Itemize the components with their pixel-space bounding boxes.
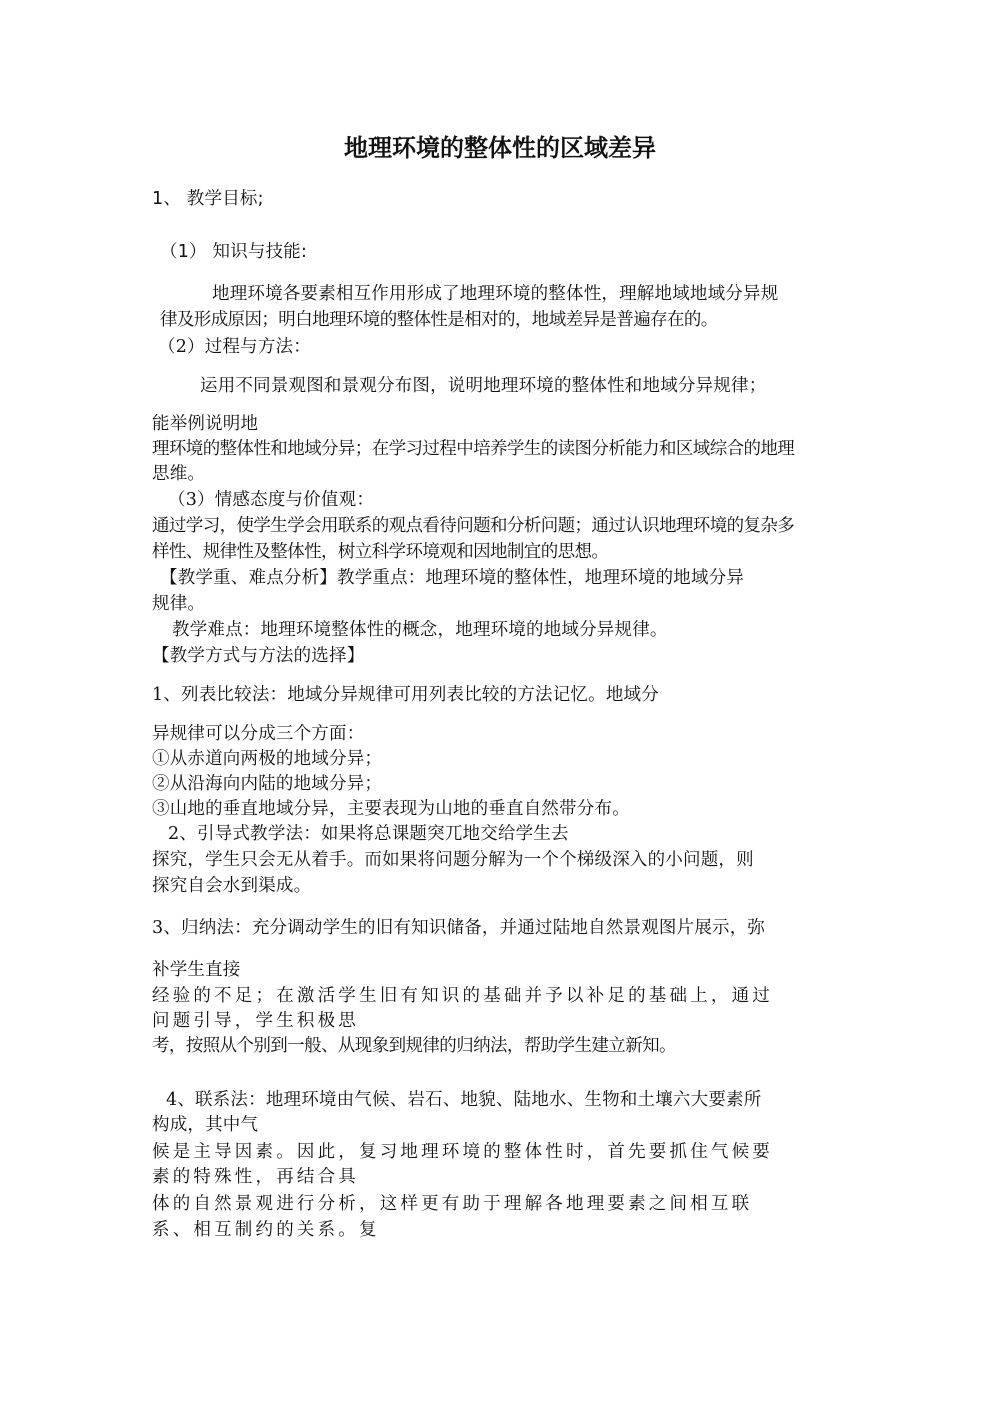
section-heading-key-points: 【教学重、难点分析】教学重点：地理环境的整体性，地理环境的地域分异 [160, 568, 745, 588]
paragraph-line: 能举例说明地 [152, 414, 259, 434]
paragraph-line: 4、联系法：地理环境由气候、岩石、地貌、陆地水、生物和土壤六大要素所 [166, 1090, 762, 1110]
paragraph-line: 素的特殊性，再结合具 [152, 1167, 359, 1187]
paragraph-line: 补学生直接 [152, 960, 241, 980]
paragraph-line: 探究，学生只会无从着手。而如果将问题分解为一个个梯级深入的小问题，则 [152, 850, 754, 870]
document-title: 地理环境的整体性的区域差异 [344, 134, 656, 162]
paragraph-line: 思维。 [152, 464, 206, 484]
subheading-knowledge-skills: （1） 知识与技能: [160, 242, 308, 262]
subheading-attitude-values: （3）情感态度与价值观： [168, 490, 375, 510]
paragraph-line: 运用不同景观图和景观分布图，说明地理环境的整体性和地域分异规律； [200, 376, 767, 396]
paragraph-line: 系、相互制约的关系。复 [152, 1220, 380, 1240]
paragraph-line: 2、引导式教学法：如果将总课题突兀地交给学生去 [168, 824, 569, 844]
paragraph-line: 通过学习，使学生学会用联系的观点看待问题和分析问题；通过认识地理环境的复杂多 [152, 516, 795, 536]
paragraph-line: 3、归纳法：充分调动学生的旧有知识储备，并通过陆地自然景观图片展示，弥 [152, 918, 766, 938]
paragraph-line: 教学难点：地理环境整体性的概念，地理环境的地域分异规律。 [172, 620, 668, 640]
paragraph-line: 体的自然景观进行分析，这样更有助于理解各地理要素之间相互联 [152, 1194, 753, 1214]
section-heading-objectives: 1、 教学目标; [152, 189, 264, 209]
list-item: ②从沿海向内陆的地域分异； [152, 774, 383, 794]
subheading-process-method: （2）过程与方法： [158, 337, 311, 357]
paragraph-line: 理环境的整体性和地域分异；在学习过程中培养学生的读图分析能力和区域综合的地理 [152, 439, 795, 459]
paragraph-line: 异规律可以分成三个方面： [152, 724, 365, 744]
paragraph-line: 规律。 [152, 594, 206, 614]
list-item: ③山地的垂直地域分异，主要表现为山地的垂直自然带分布。 [152, 799, 630, 819]
paragraph-line: 地理环境各要素相互作用形成了地理环境的整体性，理解地域地域分异规 [212, 284, 779, 304]
list-item: ①从赤道向两极的地域分异； [152, 749, 383, 769]
paragraph-line: 构成，其中气 [152, 1115, 259, 1135]
paragraph-line: 律及形成原因；明白地理环境的整体性是相对的，地域差异是普遍存在的。 [160, 310, 718, 330]
paragraph-line: 考，按照从个别到一般、从现象到规律的归纳法，帮助学生建立新知。 [152, 1036, 676, 1056]
paragraph-line: 探究自会水到渠成。 [152, 876, 312, 896]
paragraph-line: 候是主导因素。因此，复习地理环境的整体性时，首先要抓住气候要 [152, 1142, 773, 1162]
paragraph-line: 经验的不足；在激活学生旧有知识的基础并予以补足的基础上，通过 [152, 986, 773, 1006]
paragraph-line: 问题引导，学生积极思 [152, 1011, 359, 1031]
paragraph-line: 样性、规律性及整体性，树立科学环境观和因地制宜的思想。 [152, 542, 609, 562]
section-heading-teaching-methods: 【教学方式与方法的选择】 [152, 646, 365, 666]
paragraph-line: 1、列表比较法：地域分异规律可用列表比较的方法记忆。地域分 [152, 685, 659, 705]
